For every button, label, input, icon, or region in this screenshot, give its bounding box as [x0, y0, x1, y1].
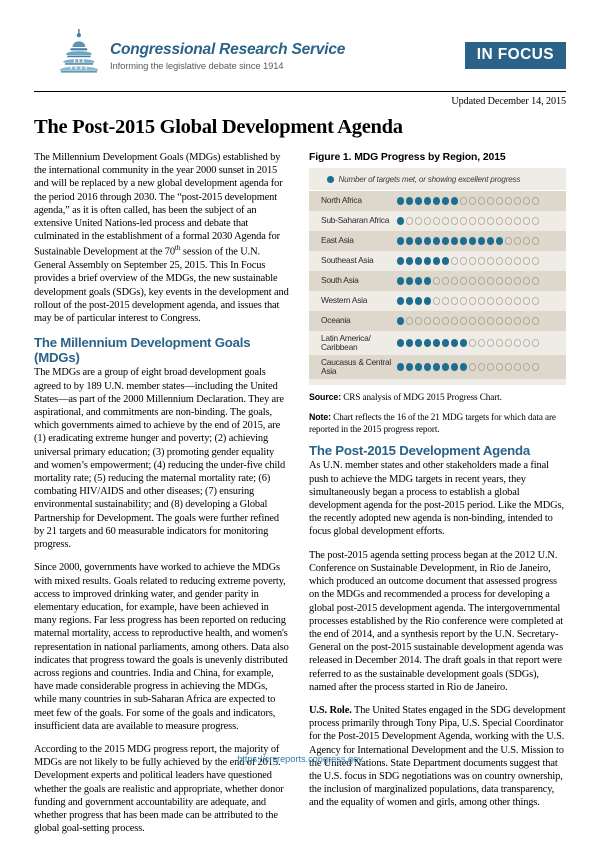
target-unmet-dot — [469, 317, 476, 324]
target-unmet-dot — [478, 277, 485, 284]
target-unmet-dot — [496, 297, 503, 304]
chart-row — [309, 251, 566, 271]
target-met-dot — [406, 339, 413, 346]
target-met-dot — [424, 197, 431, 204]
intro-paragraph — [34, 151, 291, 325]
target-met-dot — [415, 257, 422, 264]
target-met-dot — [451, 237, 458, 244]
target-met-dot — [424, 237, 431, 244]
target-unmet-dot — [460, 277, 467, 284]
left-column — [34, 151, 291, 845]
target-unmet-dot — [478, 363, 485, 370]
target-unmet-dot — [451, 257, 458, 264]
target-unmet-dot — [442, 217, 449, 224]
target-unmet-dot — [505, 297, 512, 304]
target-unmet-dot — [424, 217, 431, 224]
capitol-dome-icon — [56, 28, 102, 79]
target-unmet-dot — [523, 257, 530, 264]
post2015-paragraph-2: The post-2015 agenda setting process began at the 2012 U.N. Conference on Sustainable Development, in Rio de Janeiro, which produced an outcome document that assessed progress on the MDGs and recommended a process for developing a global post-2015 development agenda. The intergovernmental processes established by the Rio conference were completed at the end of 2014, and a synthesis report by the U.N. Secretary-General on the post-2015 sustainable development agenda was released in December 2014. The draft goals in that report were referred to as the sustainable development goals (SDGs), named after the process started in Rio de Janeiro. — [309, 549, 564, 693]
target-unmet-dot — [442, 277, 449, 284]
target-met-dot — [397, 297, 404, 304]
intro-superscript: th — [174, 243, 181, 253]
target-unmet-dot — [487, 339, 494, 346]
chart-legend — [309, 168, 566, 191]
target-met-dot — [397, 339, 404, 346]
chart-row-dots — [397, 363, 539, 370]
target-unmet-dot — [433, 317, 440, 324]
target-unmet-dot — [487, 217, 494, 224]
target-unmet-dot — [451, 217, 458, 224]
target-unmet-dot — [505, 339, 512, 346]
target-met-dot — [496, 237, 503, 244]
source-label: Source: — [309, 392, 342, 402]
target-unmet-dot — [460, 257, 467, 264]
mdg-paragraph-1: The MDGs are a group of eight broad development goals agreed to by 189 U.N. member states—including the United States—as part of the 2000 Millennium Declaration. They are aspirational, and commitments are non-binding. The goals, which governments aimed to achieve by the end of 2015, are (1) eradicating extreme hunger and poverty; (2) achieving universal primary education; (3) promoting gender equality and women’s empowerment; (4) reducing the under-five child mortality rate; (5) reducing the maternal mortality rate; (6) combating HIV/AIDS and other diseases; (7) ensuring environmental sustainability; and (8) developing a Global Partnership for Development. The goals were further refined by 21 targets and 60 measurable indicators for monitoring progress. — [34, 367, 286, 551]
target-unmet-dot — [478, 257, 485, 264]
chart-row — [309, 311, 566, 331]
org-name: Congressional Research Service — [110, 40, 346, 58]
two-column-body — [34, 151, 566, 845]
target-unmet-dot — [532, 317, 539, 324]
chart-row-dots — [397, 257, 539, 264]
target-met-dot — [487, 237, 494, 244]
chart-row-label: North Africa — [321, 195, 362, 206]
target-unmet-dot — [487, 257, 494, 264]
target-met-dot — [397, 237, 404, 244]
target-met-dot — [460, 237, 467, 244]
target-met-dot — [478, 237, 485, 244]
target-met-dot — [433, 363, 440, 370]
chart-row-dots — [397, 277, 539, 284]
target-met-dot — [397, 257, 404, 264]
target-met-dot — [451, 197, 458, 204]
target-unmet-dot — [496, 277, 503, 284]
target-unmet-dot — [496, 317, 503, 324]
target-unmet-dot — [451, 297, 458, 304]
updated-date: Updated December 14, 2015 — [451, 96, 566, 107]
target-unmet-dot — [442, 297, 449, 304]
target-unmet-dot — [478, 297, 485, 304]
target-unmet-dot — [460, 197, 467, 204]
target-met-dot — [442, 363, 449, 370]
target-unmet-dot — [523, 277, 530, 284]
note-text: Chart reflects the 16 of the 21 MDG targets for which data are reported in the 2015 progress report. — [309, 411, 556, 434]
target-unmet-dot — [478, 339, 485, 346]
target-unmet-dot — [532, 363, 539, 370]
chart-row-dots — [397, 237, 539, 244]
target-unmet-dot — [496, 339, 503, 346]
target-unmet-dot — [505, 317, 512, 324]
right-column — [309, 151, 566, 845]
target-met-dot — [460, 339, 467, 346]
target-met-dot — [415, 237, 422, 244]
target-met-dot — [397, 317, 404, 324]
target-unmet-dot — [514, 217, 521, 224]
target-unmet-dot — [505, 363, 512, 370]
target-unmet-dot — [523, 363, 530, 370]
target-unmet-dot — [487, 297, 494, 304]
target-unmet-dot — [532, 197, 539, 204]
target-met-dot — [415, 277, 422, 284]
target-unmet-dot — [487, 277, 494, 284]
target-unmet-dot — [523, 197, 530, 204]
target-unmet-dot — [532, 277, 539, 284]
target-met-dot — [397, 197, 404, 204]
target-unmet-dot — [469, 257, 476, 264]
target-met-dot — [433, 257, 440, 264]
target-met-dot — [406, 363, 413, 370]
mdg-paragraph-2: Since 2000, governments have worked to achieve the MDGs with mixed results. Goals related to reducing extreme poverty, access to improved drinking water, and gender parity in elementary education, for example, have been achieved in many regions. Far less progress has been reported on reducing maternal mortality, access to reproductive health, and women's representation in national parliaments, among others. Data also indicates that progress toward the goals is unevenly distributed across regions and countries. India and China, for example, have made considerable progress in achieving the MDGs, while many countries in sub-Saharan Africa are expected to meet few of the goals. For some of the goals and indicators, insufficient data are available to measure progress. — [34, 562, 289, 732]
target-unmet-dot — [460, 317, 467, 324]
section-heading-mdgs: The Millennium Development Goals (MDGs) — [34, 335, 251, 366]
footer-url[interactable]: https://crsreports.congress.gov — [237, 754, 363, 764]
legend-label: Number of targets met, or showing excellent progress — [338, 175, 521, 184]
target-unmet-dot — [433, 217, 440, 224]
target-unmet-dot — [433, 297, 440, 304]
target-met-dot — [442, 237, 449, 244]
chart-row — [309, 331, 566, 355]
target-met-dot — [433, 339, 440, 346]
target-met-dot — [424, 277, 431, 284]
target-met-dot — [397, 277, 404, 284]
chart-row-label: Southeast Asia — [321, 255, 374, 266]
target-unmet-dot — [514, 257, 521, 264]
chart-row-dots — [397, 339, 539, 346]
target-met-dot — [451, 363, 458, 370]
target-unmet-dot — [415, 317, 422, 324]
target-unmet-dot — [496, 363, 503, 370]
chart-row-dots — [397, 297, 539, 304]
target-unmet-dot — [532, 339, 539, 346]
target-met-dot — [442, 339, 449, 346]
target-unmet-dot — [451, 317, 458, 324]
target-unmet-dot — [460, 297, 467, 304]
target-met-dot — [406, 197, 413, 204]
target-unmet-dot — [532, 237, 539, 244]
figure-source — [309, 392, 566, 404]
target-unmet-dot — [469, 197, 476, 204]
target-unmet-dot — [514, 317, 521, 324]
target-met-dot — [415, 339, 422, 346]
target-unmet-dot — [451, 277, 458, 284]
intro-text: The Millennium Development Goals (MDGs) established by the international community in the year 2000 sunset in 2015 and will be replaced by a new global development agenda for the period 2016 through 2030. The “post-2015 development agenda,” as it is often called, has been the subject of an extensive United Nations-led process and debate that culminated in the establishment of a formal 2030 Agenda for Sustainable Development at the 70 — [34, 152, 283, 258]
target-unmet-dot — [532, 257, 539, 264]
target-unmet-dot — [514, 197, 521, 204]
target-unmet-dot — [487, 317, 494, 324]
target-unmet-dot — [442, 317, 449, 324]
us-role-label: U.S. Role. — [309, 704, 352, 716]
figure-chart — [309, 168, 566, 385]
target-unmet-dot — [523, 317, 530, 324]
chart-row — [309, 271, 566, 291]
target-unmet-dot — [460, 217, 467, 224]
target-met-dot — [406, 257, 413, 264]
target-unmet-dot — [406, 317, 413, 324]
post2015-paragraph-1: As U.N. member states and other stakeholders made a final push to achieve the MDG targets in recent years, they simultaneously began a process to establish a global development agenda for the post-2015 period. Like the MDGs, the recently adopted new agenda is non-binding, intended to focus global development efforts. — [309, 460, 564, 538]
target-met-dot — [415, 297, 422, 304]
target-unmet-dot — [514, 297, 521, 304]
legend-dot-icon — [327, 176, 334, 183]
target-met-dot — [415, 363, 422, 370]
target-unmet-dot — [487, 197, 494, 204]
target-met-dot — [469, 237, 476, 244]
target-unmet-dot — [523, 297, 530, 304]
chart-row-label: Latin America/ Caribbean — [321, 332, 371, 352]
chart-row — [309, 355, 566, 379]
target-met-dot — [424, 363, 431, 370]
target-met-dot — [424, 297, 431, 304]
target-unmet-dot — [505, 277, 512, 284]
target-met-dot — [397, 217, 404, 224]
target-unmet-dot — [415, 217, 422, 224]
chart-row-dots — [397, 317, 539, 324]
brand-text-block — [110, 36, 345, 71]
target-unmet-dot — [424, 317, 431, 324]
chart-row — [309, 291, 566, 311]
target-unmet-dot — [487, 363, 494, 370]
section-heading-post2015: The Post-2015 Development Agenda — [309, 443, 531, 459]
target-met-dot — [442, 197, 449, 204]
target-unmet-dot — [523, 339, 530, 346]
chart-row — [309, 191, 566, 211]
target-unmet-dot — [469, 277, 476, 284]
target-unmet-dot — [532, 217, 539, 224]
target-unmet-dot — [469, 217, 476, 224]
chart-row-dots — [397, 197, 539, 204]
target-unmet-dot — [514, 363, 521, 370]
target-unmet-dot — [433, 277, 440, 284]
target-unmet-dot — [469, 297, 476, 304]
target-unmet-dot — [478, 317, 485, 324]
chart-row-label: Oceania — [321, 315, 351, 326]
source-text: CRS analysis of MDG 2015 Progress Chart. — [341, 392, 502, 402]
masthead — [34, 28, 566, 88]
target-met-dot — [433, 237, 440, 244]
target-met-dot — [433, 197, 440, 204]
target-unmet-dot — [406, 217, 413, 224]
target-met-dot — [397, 363, 404, 370]
target-unmet-dot — [505, 217, 512, 224]
page-title: The Post-2015 Global Development Agenda — [34, 116, 403, 138]
note-label: Note: — [309, 411, 331, 422]
target-met-dot — [406, 277, 413, 284]
target-unmet-dot — [478, 197, 485, 204]
target-unmet-dot — [496, 257, 503, 264]
chart-row-dots — [397, 217, 539, 224]
chart-row-label: Sub-Saharan Africa — [321, 215, 390, 226]
target-unmet-dot — [532, 297, 539, 304]
crs-brand — [34, 28, 345, 79]
chart-row — [309, 211, 566, 231]
figure-note — [309, 412, 566, 436]
target-unmet-dot — [478, 217, 485, 224]
target-unmet-dot — [514, 237, 521, 244]
in-focus-badge: IN FOCUS — [465, 42, 566, 69]
intro-continuation: session of the U.N. General Assembly on September 25, 2015. This In Focus provides a brief overview of the MDGs, the new sustainable development goals (SDGs), key events in the development and rollout of the post-2015 development agenda, and issues that may be of particular interest to Congress. — [34, 246, 289, 324]
chart-row-label: Western Asia — [321, 295, 368, 306]
figure-title: Figure 1. MDG Progress by Region, 2015 — [309, 152, 506, 163]
chart-row — [309, 231, 566, 251]
chart-row-label: Caucasus & Central Asia — [321, 356, 391, 376]
target-unmet-dot — [523, 217, 530, 224]
chart-rows — [309, 191, 566, 379]
target-unmet-dot — [505, 237, 512, 244]
target-met-dot — [415, 197, 422, 204]
chart-row-label: South Asia — [321, 275, 359, 286]
target-met-dot — [442, 257, 449, 264]
target-unmet-dot — [505, 257, 512, 264]
target-met-dot — [406, 297, 413, 304]
target-met-dot — [406, 237, 413, 244]
target-unmet-dot — [523, 237, 530, 244]
target-unmet-dot — [514, 339, 521, 346]
target-unmet-dot — [505, 197, 512, 204]
mdg-paragraph-3: According to the 2015 MDG progress report, the majority of MDGs are not likely to be fully achieved by the end of 2015. Development experts and political leaders have questioned whether the goals are realistic and appropriate, whether donor funding and government accountability are adequate, and whether progress that has been made can be attributed to the global goal-setting process. — [34, 743, 284, 835]
target-unmet-dot — [496, 197, 503, 204]
target-unmet-dot — [469, 363, 476, 370]
org-tagline: Informing the legislative debate since 1914 — [110, 60, 284, 72]
chart-row-label: East Asia — [321, 235, 354, 246]
target-met-dot — [460, 363, 467, 370]
target-unmet-dot — [469, 339, 476, 346]
target-met-dot — [451, 339, 458, 346]
us-role-text: The United States engaged in the SDG development process primarily through Tony Pipa, U.S. Special Coordinator for the Post-2015 Development Agenda, working with the U.S. Agency for International Development and the U.S. Mission to the United Nations. State Department documents suggest that the U.S. focus in SDG negotiations was on country ownership, the inclusion of marginalized populations, data transparency, and the equality of women and girls, among other things. — [309, 704, 566, 809]
target-unmet-dot — [514, 277, 521, 284]
target-met-dot — [424, 257, 431, 264]
target-unmet-dot — [496, 217, 503, 224]
header-divider — [34, 91, 566, 92]
target-met-dot — [424, 339, 431, 346]
